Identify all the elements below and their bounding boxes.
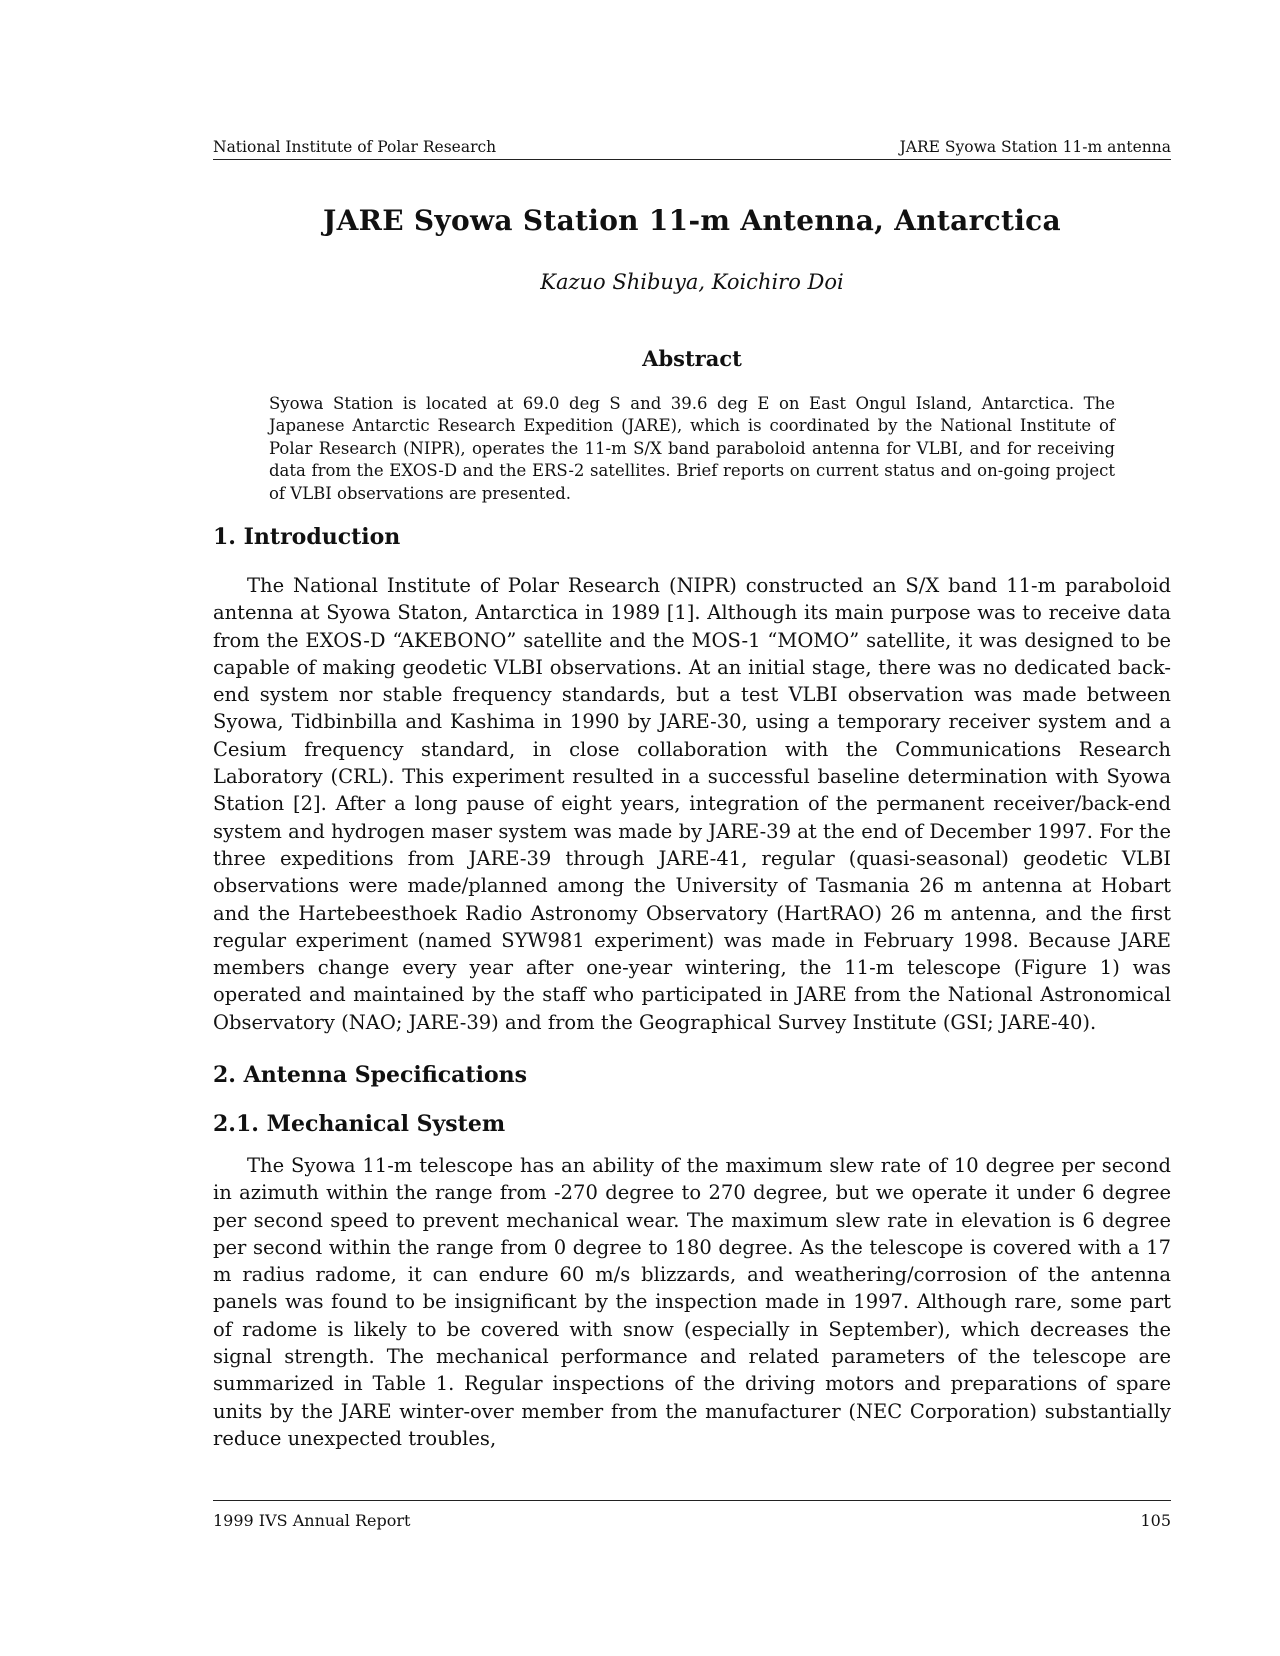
header-institution: National Institute of Polar Research (213, 138, 497, 156)
mechanical-system-paragraph: The Syowa 11-m telescope has an ability of the maximum slew rate of 10 degree per second in azimuth within the range from -270 degree to 270 degree, but we operate it under 6 degree per second speed to prevent mechanical wear. The maximum slew rate in elevation is 6 degree per second within the range from 0 degree to 180 degree. As the telescope is covered with a 17 m radius radome, it can endure 60 m/s blizzards, and weathering/corrosion of the antenna panels was found to be insignificant by the inspection made in 1997. Although rare, some part of radome is likely to be covered with snow (especially in September), which decreases the signal strength. The mechanical performance and related parameters of the telescope are summarized in Table 1. Regular inspections of the driving motors and preparations of spare units by the JARE winter-over member from the manufacturer (NEC Corporation) substantially reduce unexpected troubles, (213, 1154, 1171, 1450)
abstract-text: Syowa Station is located at 69.0 deg S and 39.6 deg E on East Ongul Island, Antarctica. The Japanese Antarctic Research Expedition (JARE), which is coordinated by the National Institute of Polar Research (NIPR), operates the 11-m S/X band paraboloid antenna for VLBI, and for receiving data from the EXOS-D and the ERS-2 satellites. Brief reports on current status and on-going project of VLBI observations are presented. (269, 394, 1115, 503)
page-number: 105 (1140, 1511, 1171, 1530)
abstract-heading: Abstract (642, 346, 742, 371)
subsection-heading-mechanical-system: 2.1. Mechanical System (213, 1111, 506, 1137)
paper-page (213, 0, 1171, 1656)
running-header (213, 132, 1171, 160)
running-footer (213, 1500, 1171, 1530)
section-heading-introduction: 1. Introduction (213, 524, 401, 550)
header-short-title: JARE Syowa Station 11-m antenna (899, 138, 1171, 156)
footer-report-name: 1999 IVS Annual Report (213, 1511, 411, 1530)
introduction-paragraph: The National Institute of Polar Research (NIPR) constructed an S/X band 11-m paraboloid antenna at Syowa Staton, Antarctica in 1989 [1]. Although its main purpose was to receive data from the EXOS-D “AKEBONO” satellite and the MOS-1 “MOMO” satellite, it was designed to be capable of making geodetic VLBI observations. At an initial stage, there was no dedicated back-end system nor stable frequency standards, but a test VLBI observation was made between Syowa, Tidbinbilla and Kashima in 1990 by JARE-30, using a temporary receiver system and a Cesium frequency standard, in close collaboration with the Communications Research Laboratory (CRL). This experiment resulted in a successful baseline determination with Syowa Station [2]. After a long pause of eight years, integration of the permanent receiver/back-end system and hydrogen maser system was made by JARE-39 at the end of December 1997. For the three expeditions from JARE-39 through JARE-41, regular (quasi-seasonal) geodetic VLBI observations were made/planned among the University of Tasmania 26 m antenna at Hobart and the Hartebeesthoek Radio Astronomy Observatory (HartRAO) 26 m antenna, and the first regular experiment (named SYW981 experiment) was made in February 1998. Because JARE members change every year after one-year wintering, the 11-m telescope (Figure 1) was operated and maintained by the staff who participated in JARE from the National Astronomical Observatory (NAO; JARE-39) and from the Geographical Survey Institute (GSI; JARE-40). (213, 574, 1171, 1034)
section-heading-antenna-specifications: 2. Antenna Specifications (213, 1062, 527, 1088)
paper-authors: Kazuo Shibuya, Koichiro Doi (540, 270, 844, 294)
paper-title: JARE Syowa Station 11-m Antenna, Antarctica (323, 204, 1061, 237)
